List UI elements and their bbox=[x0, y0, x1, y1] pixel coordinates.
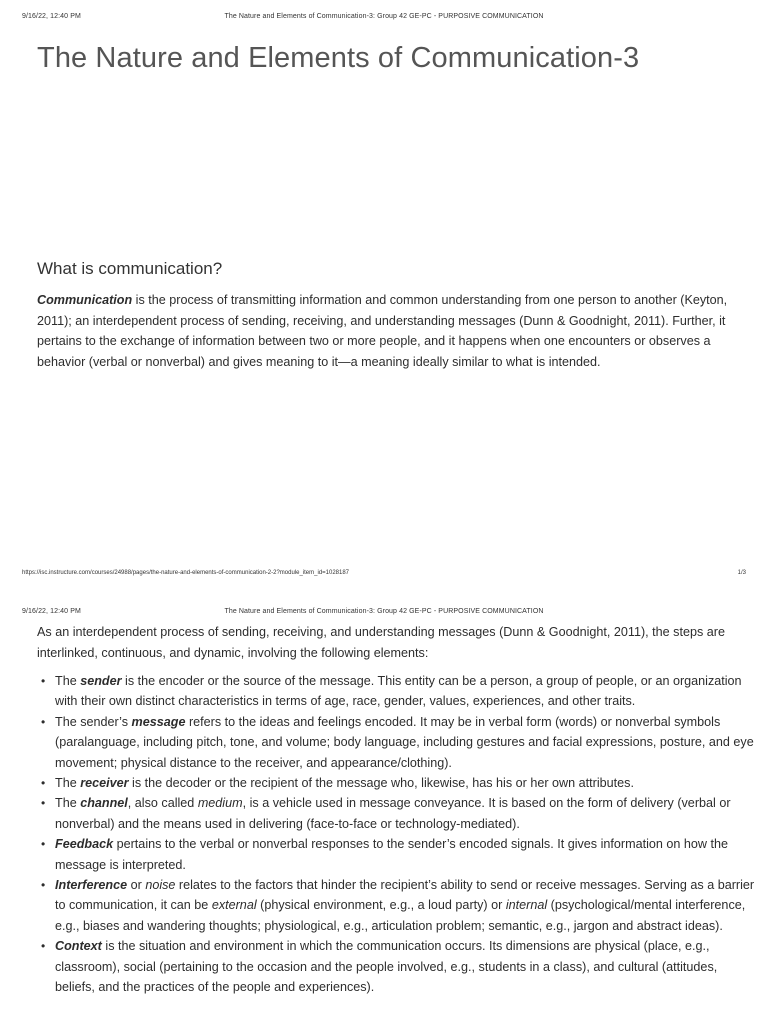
list-item: • The sender’s message refers to the ideas and feelings encoded. It may be in verbal form (words) or nonverbal symbols (paralanguage, including pitch, tone, and volume; body language, including gestures and facial expressions, posture, and eye movement; physical distance to the receiver, and appearance/clothing). bbox=[55, 712, 755, 773]
list-item: • Feedback pertains to the verbal or nonverbal responses to the sender’s encoded signals. It gives information on how the message is interpreted. bbox=[55, 834, 755, 875]
definition-paragraph bbox=[37, 290, 737, 372]
list-item: • Interference or noise relates to the factors that hinder the recipient’s ability to send or receive messages. Serving as a barrier to communication, it can be external (physical environment, e.g., a loud party) or internal (psychological/mental interference, e.g., biases and wandering thoughts; physiological, e.g., articulation problem; semantic, e.g., jargon and abstract ideas). bbox=[55, 875, 755, 936]
print-datetime: 9/16/22, 12:40 PM bbox=[22, 608, 81, 615]
element-term: message bbox=[131, 714, 186, 729]
page2-print-header bbox=[0, 608, 768, 622]
element-alt-term: noise bbox=[145, 878, 176, 893]
definition-term: Communication bbox=[37, 293, 133, 307]
list-item: • The sender is the encoder or the source of the message. This entity can be a person, a group of people, or an organization with their own distinct characteristics in terms of age, race, gender, values, experiences, and other traits. bbox=[55, 671, 755, 712]
print-page-title: The Nature and Elements of Communication-3: Group 42 GE-PC - PURPOSIVE COMMUNICATION bbox=[224, 608, 544, 615]
page-title: The Nature and Elements of Communication-3 bbox=[37, 42, 640, 74]
print-page-number: 1/3 bbox=[737, 570, 746, 576]
element-term: receiver bbox=[80, 776, 129, 791]
element-term: Context bbox=[55, 939, 102, 954]
element-term: sender bbox=[80, 674, 122, 688]
page1-print-footer bbox=[0, 570, 768, 582]
element-term: channel bbox=[80, 796, 128, 811]
element-alt-term: medium bbox=[197, 796, 243, 811]
list-item: • The channel, also called medium, is a vehicle used in message conveyance. It is based on the form of delivery (verbal or nonverbal) and the means used in delivering (face-to-face or technology-mediated). bbox=[55, 793, 755, 834]
element-term: Interference bbox=[55, 878, 128, 893]
definition-text: is the process of transmitting information and common understanding from one person to another (Keyton, 2011); an interdependent process of sending, receiving, and understanding messages (Dunn & Goodnight, 2011). Further, it pertains to the exchange of information between two or more people, and it happens when one encounters or observes a behavior (verbal or nonverbal) and gives meaning to it—a meaning ideally similar to what is intended. bbox=[37, 293, 728, 369]
print-page-title: The Nature and Elements of Communication-3: Group 42 GE-PC - PURPOSIVE COMMUNICATION bbox=[224, 13, 544, 20]
intro-paragraph: As an interdependent process of sending, receiving, and understanding messages (Dunn & Goodnight, 2011), the steps are interlinked, continuous, and dynamic, involving the following elements: bbox=[37, 625, 725, 660]
list-item: • The receiver is the decoder or the recipient of the message who, likewise, has his or her own attributes. bbox=[55, 773, 755, 793]
section-heading: What is communication? bbox=[37, 259, 223, 278]
list-item: • Context is the situation and environment in which the communication occurs. Its dimensions are physical (place, e.g., classroom), social (pertaining to the occasion and the people involved, e.g., students in a class), and cultural (attitudes, beliefs, and the practices of the people and experiences). bbox=[55, 936, 755, 997]
element-term: Feedback bbox=[55, 837, 114, 852]
print-datetime: 9/16/22, 12:40 PM bbox=[22, 13, 81, 20]
elements-list bbox=[37, 671, 755, 998]
print-url: https://isc.instructure.com/courses/24988/pages/the-nature-and-elements-of-communication-2-2?module_item_id=1028187 bbox=[22, 570, 350, 576]
page1-print-header bbox=[0, 13, 768, 27]
